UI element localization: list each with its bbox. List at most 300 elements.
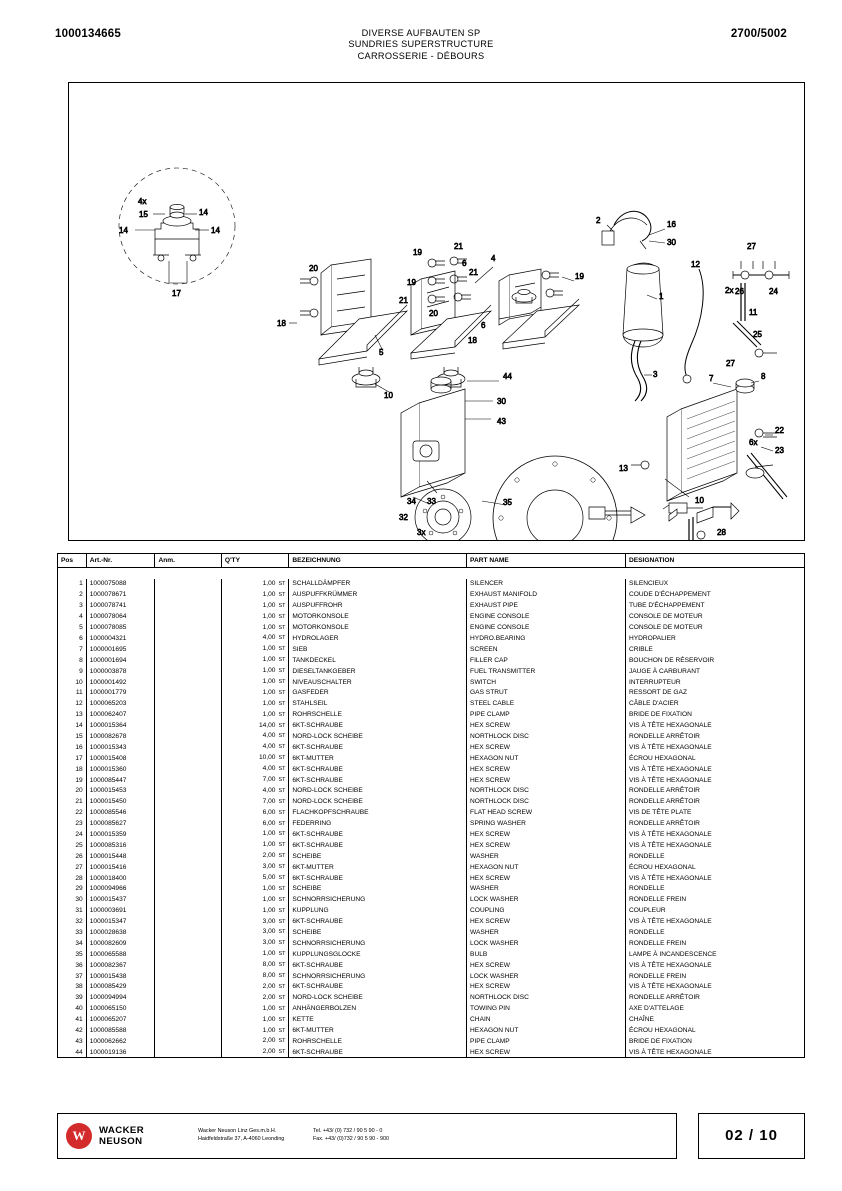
qty-value: 3,00 [262,928,276,936]
cell-anm [155,949,221,960]
cell-designation: COUPLEUR [625,905,804,916]
cell-qty [221,677,289,688]
qty-unit: ST [278,1016,286,1023]
cell-anm [155,807,221,818]
callout-21c: 21 [399,296,408,305]
cell-designation: VIS À TÊTE HEXAGONALE [625,764,804,775]
cell-designation: VIS À TÊTE HEXAGONALE [625,982,804,993]
cell-bezeichnung: SCHALLDÄMPFER [289,579,467,590]
cell-pos: 41 [58,1014,87,1025]
table-row [58,677,805,688]
cell-pos: 32 [58,916,87,927]
title-en: SUNDRIES SUPERSTRUCTURE [348,39,494,50]
qty-unit: ST [278,940,286,947]
cell-part-name: STEEL CABLE [467,698,626,709]
cell-qty [221,982,289,993]
cell-bezeichnung: 6KT-SCHRAUBE [289,840,467,851]
cell-bezeichnung: KETTE [289,1014,467,1025]
table-row [58,829,805,840]
cell-bezeichnung: 6KT-SCHRAUBE [289,742,467,753]
cell-bezeichnung: GASFEDER [289,688,467,699]
title-fr: CARROSSERIE - DÉBOURS [357,50,485,61]
cell-anm [155,644,221,655]
cell-art-nr: 1000078671 [86,590,155,601]
cell-qty [221,829,289,840]
cell-anm [155,698,221,709]
company-contact [313,1127,389,1143]
cell-pos: 11 [58,688,87,699]
qty-value: 1,00 [262,688,276,696]
brand-name [99,1125,144,1147]
qty-value: 1,00 [262,699,276,707]
qty-unit: ST [278,864,286,871]
cell-qty [221,720,289,731]
cell-anm [155,862,221,873]
cell-qty [221,579,289,590]
cell-pos: 33 [58,927,87,938]
callout-18a: 18 [277,319,286,328]
callout-3: 3 [653,370,658,379]
table-row [58,851,805,862]
cell-art-nr: 1000085316 [86,840,155,851]
callout-24: 24 [769,287,778,296]
cell-pos: 36 [58,960,87,971]
qty-value: 3,00 [262,863,276,871]
table-row [58,895,805,906]
cell-part-name: GAS STRUT [467,688,626,699]
cell-pos: 27 [58,862,87,873]
callout-22: 22 [775,426,784,435]
cell-art-nr: 1000065150 [86,1003,155,1014]
qty-value: 1,00 [262,645,276,653]
cell-bezeichnung: SCHNORRSICHERUNG [289,938,467,949]
qty-unit: ST [278,755,286,762]
cell-bezeichnung: HYDROLAGER [289,633,467,644]
cell-pos: 43 [58,1036,87,1047]
cell-anm [155,971,221,982]
cell-pos: 5 [58,622,87,633]
cell-art-nr: 1000078064 [86,611,155,622]
table-row [58,1014,805,1025]
cell-bezeichnung: 6KT-SCHRAUBE [289,960,467,971]
cell-pos: 8 [58,655,87,666]
cell-pos: 30 [58,895,87,906]
cell-art-nr: 1000003691 [86,905,155,916]
cell-part-name: PIPE CLAMP [467,1036,626,1047]
callout-30a: 30 [497,397,506,406]
callout-20a: 20 [309,264,318,273]
cell-designation: SILENCIEUX [625,579,804,590]
cell-designation: RONDELLE ARRÊTOIR [625,731,804,742]
cell-designation: RONDELLE FREIN [625,895,804,906]
cell-anm [155,884,221,895]
qty-unit: ST [278,1049,286,1056]
company-fax: Fax. +43/ (0)732 / 90 5 90 - 900 [313,1136,389,1142]
table-row [58,644,805,655]
cell-part-name: FILLER CAP [467,655,626,666]
cell-anm [155,677,221,688]
cell-bezeichnung: 6KT-MUTTER [289,753,467,764]
page-number: 02 / 10 [698,1113,805,1159]
cell-bezeichnung: FLACHKOPFSCHRAUBE [289,807,467,818]
qty-value: 1,00 [262,1026,276,1034]
cell-part-name: HEX SCREW [467,720,626,731]
qty-unit: ST [278,580,286,587]
qty-unit: ST [278,1027,286,1034]
cell-part-name: WASHER [467,851,626,862]
cell-art-nr: 1000015437 [86,895,155,906]
cell-pos: 18 [58,764,87,775]
qty-unit: ST [278,951,286,958]
cell-qty [221,633,289,644]
cell-bezeichnung: 6KT-SCHRAUBE [289,775,467,786]
cell-pos: 31 [58,905,87,916]
cell-pos: 15 [58,731,87,742]
cell-art-nr: 1000075088 [86,579,155,590]
cell-art-nr: 1000078085 [86,622,155,633]
cell-pos: 19 [58,775,87,786]
qty-value: 1,00 [262,612,276,620]
cell-bezeichnung: 6KT-MUTTER [289,862,467,873]
cell-part-name: HEX SCREW [467,742,626,753]
cell-qty [221,851,289,862]
qty-unit: ST [278,1038,286,1045]
cell-designation: RONDELLE ARRÊTOIR [625,797,804,808]
col-bezeichnung: BEZEICHNUNG [289,554,467,568]
page-title [55,28,787,62]
qty-value: 4,00 [262,765,276,773]
cell-designation: ÉCROU HEXAGONAL [625,1025,804,1036]
cell-bezeichnung: 6KT-SCHRAUBE [289,1047,467,1058]
cell-part-name: COUPLING [467,905,626,916]
cell-designation: ÉCROU HEXAGONAL [625,753,804,764]
cell-anm [155,633,221,644]
table-row [58,1036,805,1047]
callout-14b: 14 [119,226,128,235]
qty-value: 1,00 [262,623,276,631]
qty-unit: ST [278,602,286,609]
qty-unit: ST [278,733,286,740]
cell-bezeichnung: 6KT-SCHRAUBE [289,720,467,731]
cell-part-name: CHAIN [467,1014,626,1025]
cell-art-nr: 1000015347 [86,916,155,927]
qty-value: 1,00 [262,656,276,664]
brand-logo [66,1123,144,1149]
cell-bezeichnung: 6KT-SCHRAUBE [289,916,467,927]
table-row [58,698,805,709]
qty-value: 14,00 [258,721,276,729]
callout-29 [717,540,726,541]
cell-pos: 20 [58,786,87,797]
cell-bezeichnung: SCHNORRSICHERUNG [289,971,467,982]
cell-designation: CONSOLE DE MOTEUR [625,622,804,633]
table-row [58,600,805,611]
qty-value: 1,00 [262,884,276,892]
cell-art-nr: 1000062407 [86,709,155,720]
qty-value: 6,00 [262,808,276,816]
cell-art-nr: 1000085627 [86,818,155,829]
qty-unit: ST [278,613,286,620]
cell-art-nr: 1000015364 [86,720,155,731]
cell-part-name: NORTHLOCK DISC [467,993,626,1004]
cell-anm [155,797,221,808]
callout-28: 28 [717,528,726,537]
col-qty: Q'TY [221,554,289,568]
qty-value: 3,00 [262,939,276,947]
cell-qty [221,731,289,742]
cell-anm [155,611,221,622]
cell-designation: CRIBLE [625,644,804,655]
cell-part-name: LOCK WASHER [467,895,626,906]
cell-anm [155,753,221,764]
cell-bezeichnung: NORD-LOCK SCHEIBE [289,797,467,808]
callout-33: 33 [427,497,436,506]
cell-designation: BRIDE DE FIXATION [625,709,804,720]
cell-part-name: NORTHLOCK DISC [467,786,626,797]
cell-qty [221,840,289,851]
cell-designation: RONDELLE ARRÊTOIR [625,786,804,797]
callout-8: 8 [761,372,766,381]
cell-pos: 23 [58,818,87,829]
cell-pos: 17 [58,753,87,764]
table-row [58,862,805,873]
qty-value: 1,00 [262,950,276,958]
cell-bezeichnung: ROHRSCHELLE [289,1036,467,1047]
callout-10b: 10 [695,496,704,505]
cell-part-name: WASHER [467,884,626,895]
cell-designation: VIS À TÊTE HEXAGONALE [625,916,804,927]
qty-unit: ST [278,983,286,990]
company-info-box [57,1113,677,1159]
callout-17: 17 [172,289,181,298]
cell-art-nr: 1000015359 [86,829,155,840]
cell-qty [221,884,289,895]
cell-part-name: FUEL TRANSMITTER [467,666,626,677]
cell-art-nr: 1000004321 [86,633,155,644]
cell-anm [155,905,221,916]
cell-designation: LAMPE À INCANDESCENCE [625,949,804,960]
cell-bezeichnung: FEDERRING [289,818,467,829]
qty-unit: ST [278,646,286,653]
cell-bezeichnung: NORD-LOCK SCHEIBE [289,786,467,797]
cell-pos: 10 [58,677,87,688]
cell-pos: 2 [58,590,87,601]
cell-pos: 25 [58,840,87,851]
cell-qty [221,764,289,775]
cell-qty [221,1014,289,1025]
qty-value: 4,00 [262,786,276,794]
logo-letter: W [72,1128,86,1143]
callout-3x: 3x [417,528,426,537]
cell-qty [221,895,289,906]
callout-7: 7 [709,374,714,383]
cell-art-nr: 1000015408 [86,753,155,764]
cell-designation: AXE D'ATTELAGE [625,1003,804,1014]
cell-designation: RONDELLE [625,927,804,938]
cell-part-name: LOCK WASHER [467,971,626,982]
cell-anm [155,851,221,862]
table-row [58,884,805,895]
table-row [58,916,805,927]
callout-5: 5 [379,348,384,357]
qty-unit: ST [278,798,286,805]
qty-value: 1,00 [262,895,276,903]
qty-unit: ST [278,711,286,718]
page-header [55,28,787,72]
table-row [58,633,805,644]
callout-18b: 18 [468,336,477,345]
cell-qty [221,916,289,927]
cell-pos: 4 [58,611,87,622]
callout-43: 43 [497,417,506,426]
table-row [58,709,805,720]
cell-pos: 22 [58,807,87,818]
document-number: 1000134665 [55,28,121,40]
cell-part-name: BULB [467,949,626,960]
table-row [58,840,805,851]
callout-14c: 14 [211,226,220,235]
cell-pos: 3 [58,600,87,611]
cell-designation: VIS À TÊTE HEXAGONALE [625,829,804,840]
cell-art-nr: 1000015438 [86,971,155,982]
cell-part-name: WASHER [467,927,626,938]
table-row [58,753,805,764]
qty-unit: ST [278,657,286,664]
company-street: Haidfeldstraße 37, A-4060 Leonding [198,1136,285,1142]
cell-part-name: HEX SCREW [467,840,626,851]
qty-value: 1,00 [262,678,276,685]
table-row [58,960,805,971]
table-row [58,938,805,949]
cell-part-name: HEXAGON NUT [467,862,626,873]
cell-qty [221,644,289,655]
cell-pos: 24 [58,829,87,840]
cell-pos: 6 [58,633,87,644]
cell-bezeichnung: TANKDECKEL [289,655,467,666]
cell-qty [221,818,289,829]
cell-art-nr: 1000001779 [86,688,155,699]
qty-unit: ST [278,831,286,838]
cell-pos: 14 [58,720,87,731]
qty-unit: ST [278,907,286,914]
cell-bezeichnung: SCHEIBE [289,884,467,895]
cell-designation: RONDELLE FREIN [625,938,804,949]
cell-part-name: NORTHLOCK DISC [467,797,626,808]
callout-26: 26 [735,287,744,296]
cell-part-name: HEXAGON NUT [467,753,626,764]
cell-art-nr: 1000082367 [86,960,155,971]
cell-pos: 28 [58,873,87,884]
cell-bezeichnung: SCHEIBE [289,927,467,938]
cell-pos: 16 [58,742,87,753]
cell-art-nr: 1000001492 [86,677,155,688]
page-footer [57,1113,805,1159]
cell-qty [221,971,289,982]
cell-qty [221,1003,289,1014]
callout-1: 1 [659,292,664,301]
title-de: DIVERSE AUFBAUTEN SP [361,28,481,38]
qty-value: 2,00 [262,1037,276,1045]
cell-qty [221,600,289,611]
cell-art-nr: 1000065203 [86,698,155,709]
cell-bezeichnung: SCHNORRSICHERUNG [289,895,467,906]
cell-qty [221,905,289,916]
cell-part-name: ENGINE CONSOLE [467,611,626,622]
table-row [58,1047,805,1058]
callout-2: 2 [596,216,601,225]
cell-pos: 26 [58,851,87,862]
callout-44: 44 [503,372,512,381]
cell-pos: 40 [58,1003,87,1014]
cell-designation: RONDELLE [625,884,804,895]
qty-unit: ST [278,994,286,1001]
cell-pos: 1 [58,579,87,590]
cell-art-nr: 1000015453 [86,786,155,797]
cell-qty [221,873,289,884]
cell-qty [221,807,289,818]
cell-anm [155,600,221,611]
table-row [58,818,805,829]
col-anm: Anm. [155,554,221,568]
qty-value: 3,00 [262,917,276,925]
qty-unit: ST [278,875,286,882]
cell-art-nr: 1000065588 [86,949,155,960]
qty-unit: ST [278,668,286,675]
cell-anm [155,1003,221,1014]
cell-designation: VIS À TÊTE HEXAGONALE [625,1047,804,1058]
cell-qty [221,753,289,764]
cell-designation: RONDELLE FREIN [625,971,804,982]
callout-25: 25 [753,330,762,339]
cell-designation: VIS À TÊTE HEXAGONALE [625,742,804,753]
cell-anm [155,775,221,786]
cell-pos: 42 [58,1025,87,1036]
cell-anm [155,655,221,666]
cell-part-name: HEX SCREW [467,873,626,884]
cell-designation: RONDELLE ARRÊTOIR [625,818,804,829]
qty-unit: ST [278,885,286,892]
qty-unit: ST [278,820,286,827]
callout-27b: 27 [726,359,735,368]
cell-anm [155,590,221,601]
qty-value: 1,00 [262,579,276,587]
cell-pos: 29 [58,884,87,895]
cell-qty [221,698,289,709]
qty-value: 1,00 [262,1015,276,1023]
table-row [58,786,805,797]
cell-bezeichnung: MOTORKONSOLE [289,622,467,633]
cell-art-nr: 1000015450 [86,797,155,808]
table-row [58,949,805,960]
qty-value: 4,00 [262,732,276,740]
cell-part-name: SCREEN [467,644,626,655]
cell-bezeichnung: SCHEIBE [289,851,467,862]
callout-27a: 27 [747,242,756,251]
cell-designation: BRIDE DE FIXATION [625,1036,804,1047]
cell-part-name: ENGINE CONSOLE [467,622,626,633]
qty-value: 2,00 [262,852,276,860]
callout-6b: 6 [481,321,486,330]
cell-designation: RONDELLE ARRÊTOIR [625,993,804,1004]
cell-qty [221,960,289,971]
cell-part-name: SILENCER [467,579,626,590]
qty-unit: ST [278,635,286,642]
table-row [58,775,805,786]
callout-34: 34 [407,497,416,506]
cell-designation: VIS À TÊTE HEXAGONALE [625,775,804,786]
table-row [58,797,805,808]
qty-value: 2,00 [262,993,276,1001]
